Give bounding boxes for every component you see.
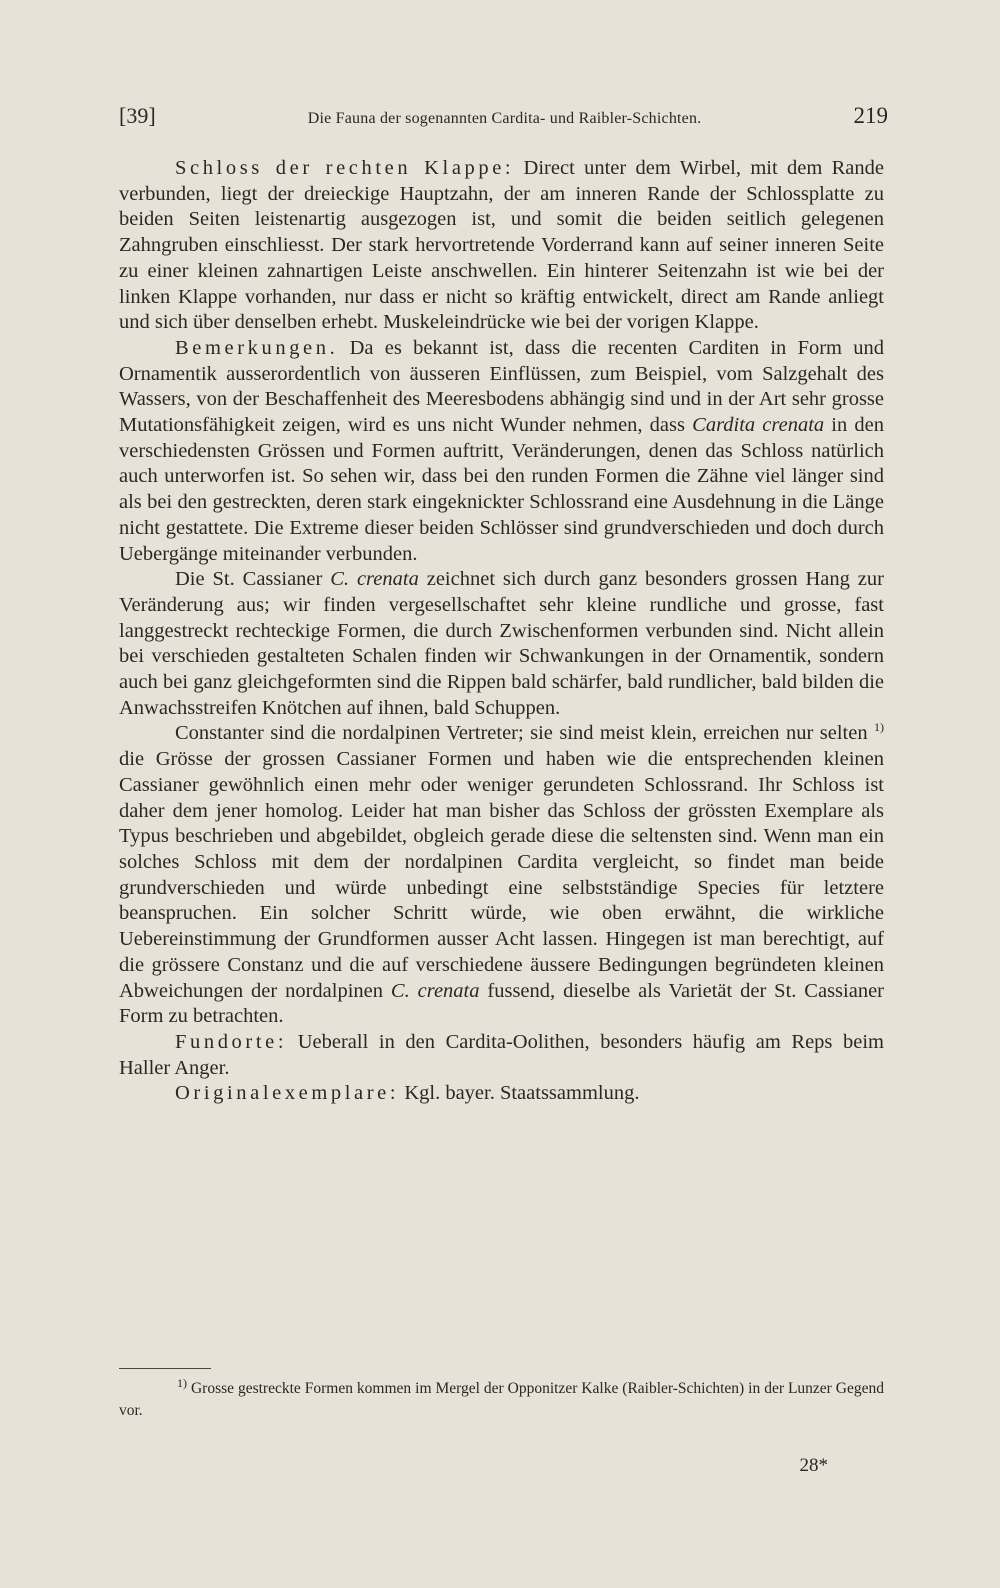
footnote [119,1375,884,1422]
species-name: C. crenata [390,979,480,1002]
paragraph-text: Constanter sind die nordalpinen Vertreter; sie sind meist klein, erreichen nur selten [175,722,874,745]
paragraph-north-alpine [119,721,884,1029]
body-text [119,156,884,1107]
footnote-text: Grosse gestreckte Formen kommen im Mergel der Opponitzer Kalke (Raibler-Schichten) in der Lunzer Gegend vor. [119,1380,884,1419]
printer-signature: 28* [799,1455,828,1476]
species-name: Cardita crenata [692,414,825,437]
section-lead: Schloss der rechten Klappe: [175,157,515,179]
paragraph-remarks [119,336,884,567]
footnote-mark: 1) [177,1375,187,1390]
running-title: Die Fauna der sogenannten Cardita- und Raibler-Schichten. [307,110,702,127]
paragraph-text: Die St. Cassianer [175,568,331,591]
paragraph-text: Kgl. bayer. Staatssammlung. [399,1082,640,1105]
page-number: 219 [853,103,888,128]
running-header [119,103,888,129]
paragraph-st-cassian [119,567,884,721]
section-lead: Originalexemplare: [175,1082,400,1105]
page-reference: [39] [119,103,156,128]
paragraph-text: fussend, dieselbe als Varietät der St. Cassianer Form zu betrachten. [119,979,884,1028]
paragraph-text: Da es bekannt ist, dass die recenten Carditen in Form und Ornamentik ausserordentlich von äusseren Einflüssen, zum Beispiel, vom Salzgehalt des Wassers, von der Beschaffenheit des Meeresbodens abhängig sind und in der Art sehr grosse Mutationsfähigkeit zeigen, wird es uns nicht Wunder nehmen, dass [119,336,884,437]
paragraph-original-specimens [119,1081,884,1107]
footnote-divider [119,1368,211,1369]
paragraph-text: Direct unter dem Wirbel, mit dem Rande verbunden, liegt der dreieckige Hauptzahn, der am inneren Rande der Schlossplatte zu beiden Seiten leistenartig ausgezogen ist, und somit die beiden seitlich gelegenen Zahngruben einschliesst. Der stark hervortretende Vorderrand kann auf seiner inneren Seite zu einer kleinen zahnartigen Leiste anschwellen. Ein hinterer Seitenzahn ist wie bei der linken Klappe vorhanden, nur dass er nicht so kräftig entwickelt, direct am Rande anliegt und sich über denselben erhebt. Muskeleindrücke wie bei der vorigen Klappe. [119,157,884,334]
section-lead: Fundorte: [175,1030,288,1053]
paragraph-text: die Grösse der grossen Cassianer Formen und haben wie die entsprechenden kleinen Cassianer gewöhnlich einen mehr oder weniger gerundeten Schlossrand. Ihr Schloss ist daher dem jener homolog. Leider hat man bisher das Schloss der grössten Exemplare als Typus beschrieben und abgebildet, obgleich gerade diese die seltensten sind. Wenn man ein solches Schloss mit dem der nordalpinen Cardita vergleicht, so findet man beide grundverschieden und würde unbedingt eine selbstständige Species für letztere beanspruchen. Ein solcher Schritt würde, wie oben erwähnt, die wirkliche Uebereinstimmung der Grundformen ausser Acht lassen. Hingegen ist man berechtigt, auf die grössere Constanz und die auf verschiedene äussere Bedingungen begründeten kleinen Abweichungen der nordalpinen [119,748,884,1002]
paragraph-text: in den verschiedensten Grössen und Formen auftritt, Veränderungen, denen das Schloss natürlich auch unterworfen ist. So sehen wir, dass bei den runden Formen die Zähne viel länger sind als bei den gestreckten, deren stark eingeknickter Schlossrand eine Ausdehnung in die Länge nicht gestattete. Die Extreme dieser beiden Schlösser sind grundverschieden und doch durch Uebergänge miteinander verbunden. [119,414,884,565]
paragraph-text: Ueberall in den Cardita-Oolithen, besonders häufig am Reps beim Haller Anger. [119,1030,884,1079]
species-name: C. crenata [330,568,419,591]
paragraph-text: zeichnet sich durch ganz besonders grossen Hang zur Veränderung aus; wir finden vergesellschaftet sehr kleine rundliche und grosse, fast langgestreckt rechteckige Formen, die durch Zwischenformen verbunden sind. Nicht allein bei verschieden gestalteten Schalen finden wir Schwankungen in der Ornamentik, sondern auch bei ganz gleichgeformten sind die Rippen bald schärfer, bald rundlicher, bald bilden die Anwachsstreifen Knötchen auf ihnen, bald Schuppen. [119,568,884,719]
section-lead: Bemerkungen. [175,336,339,359]
paragraph-localities [119,1030,884,1081]
footnote-reference[interactable]: 1) [874,720,884,735]
paragraph-hinge-right-valve [119,156,884,336]
